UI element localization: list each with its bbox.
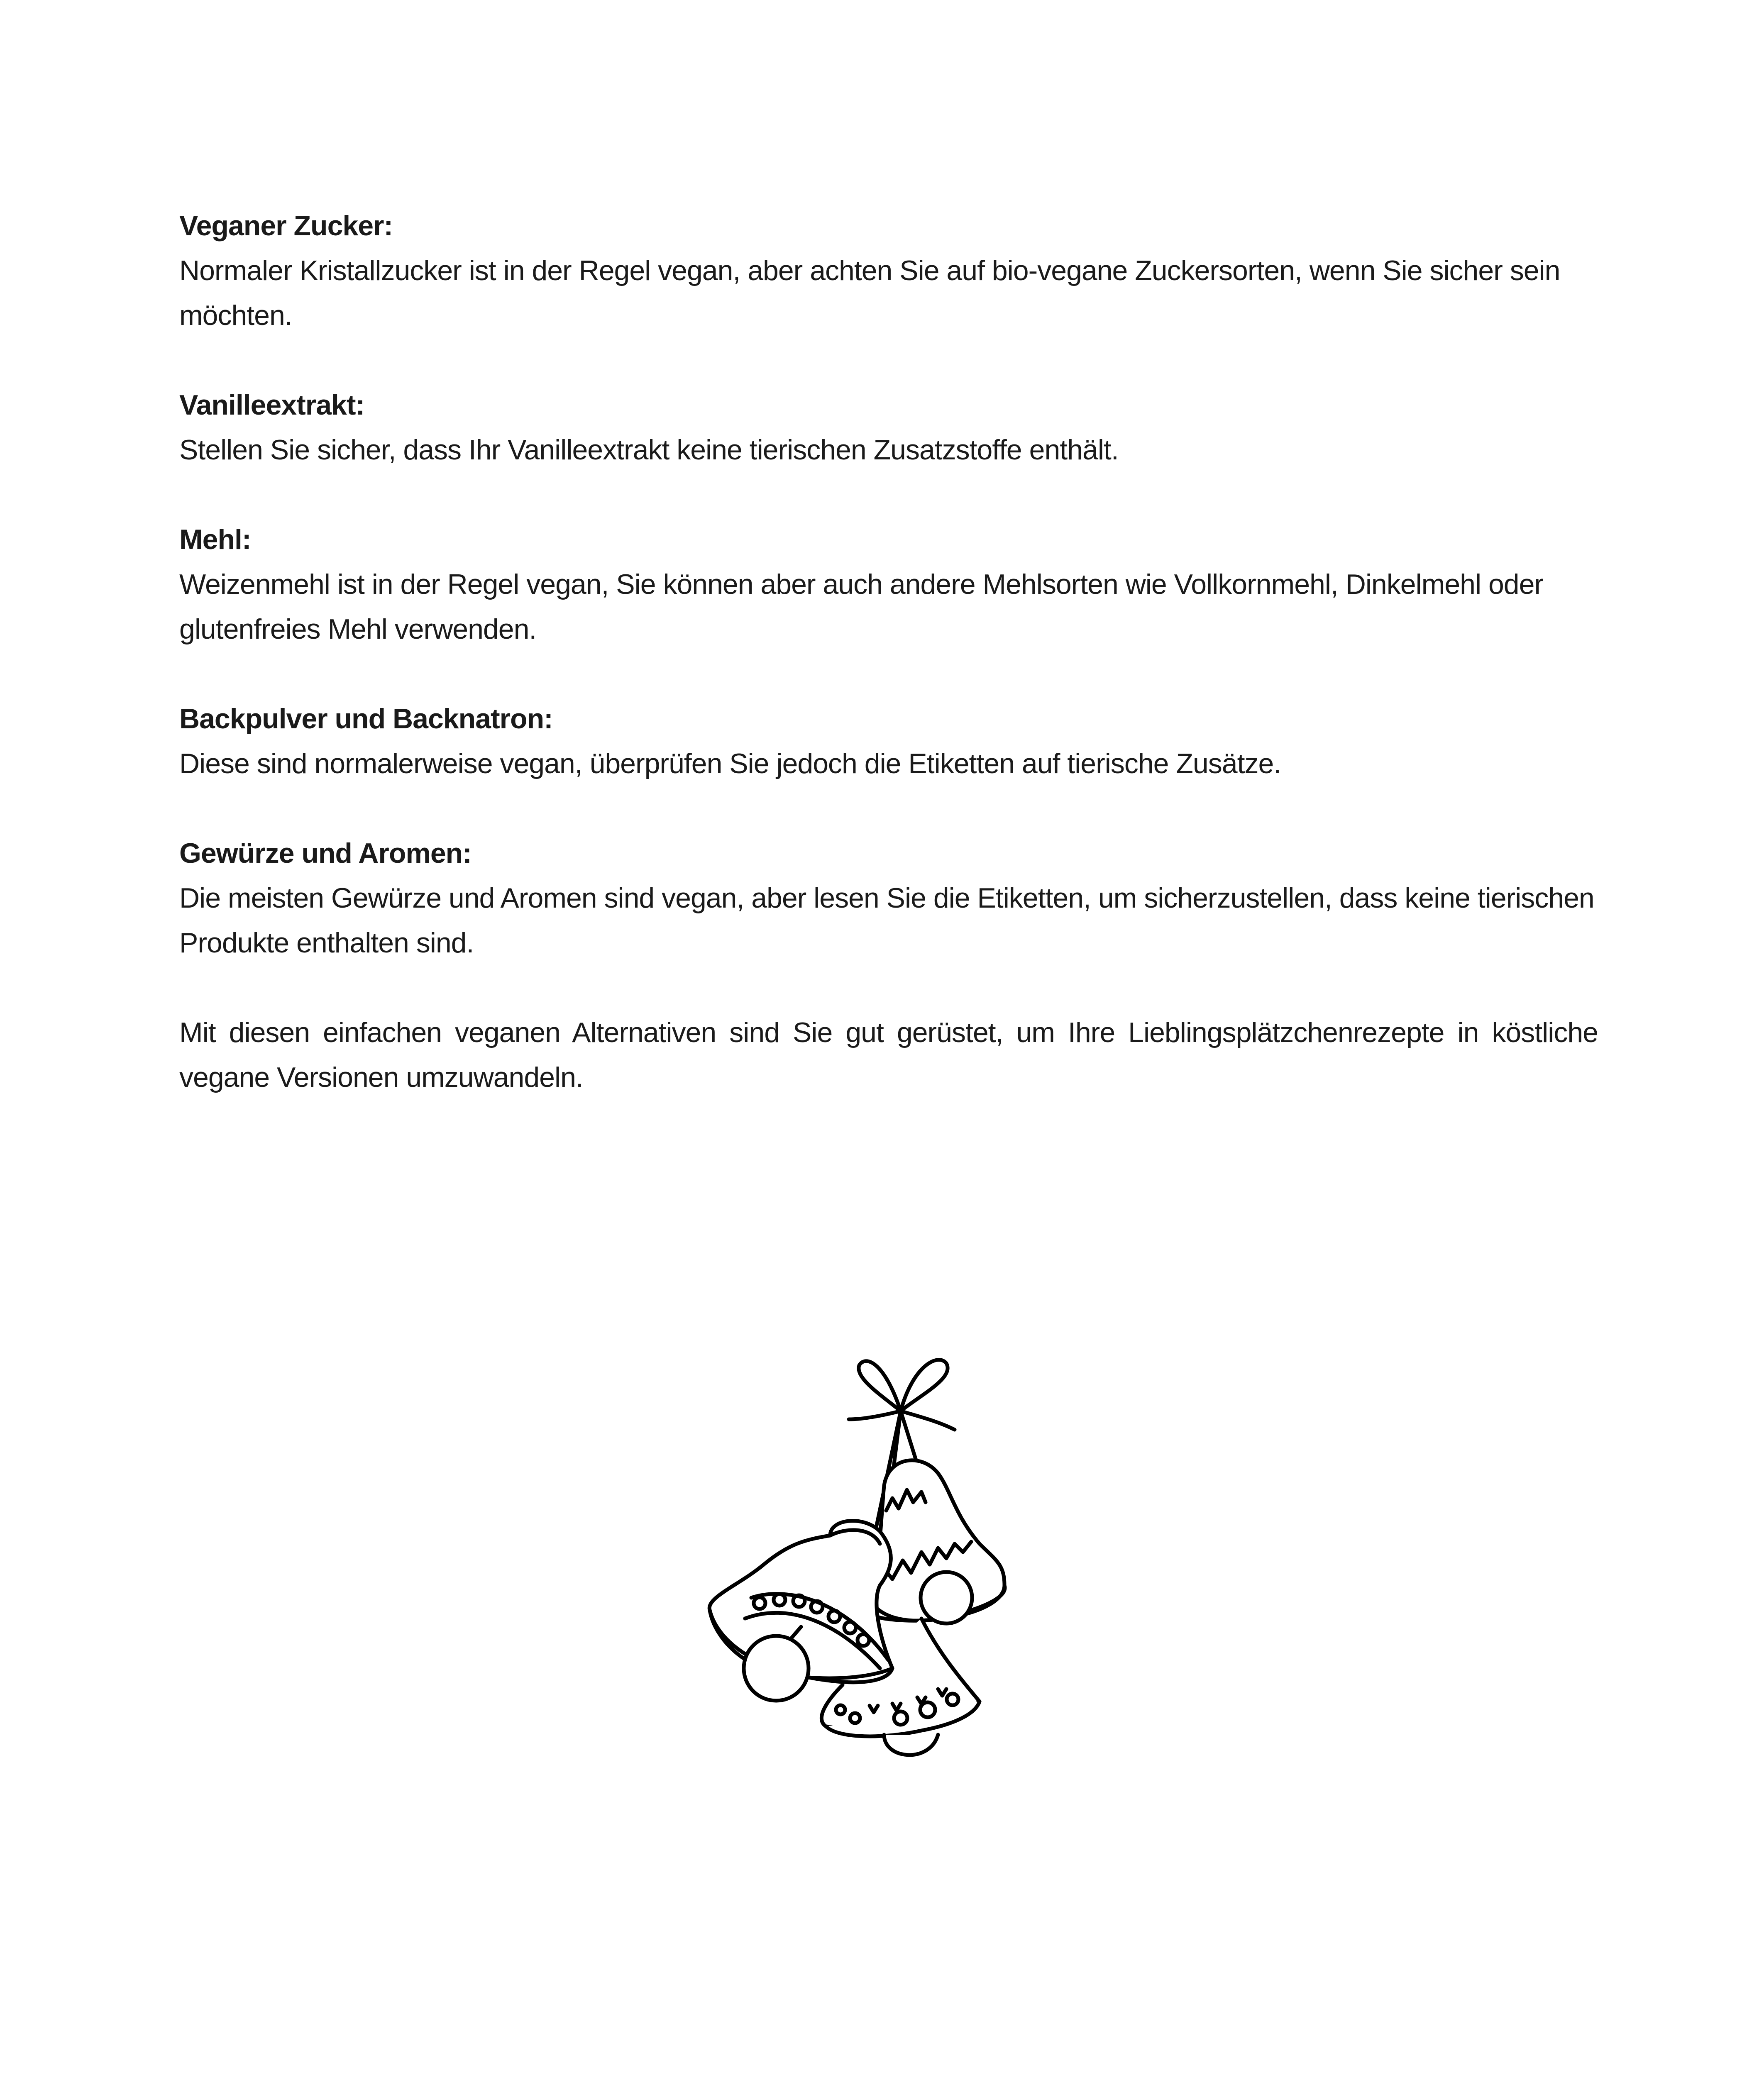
- section-body: Stellen Sie sicher, dass Ihr Vanilleextrakt keine tierischen Zusatzstoffe enthält.: [179, 434, 1119, 466]
- section-body: Diese sind normalerweise vegan, überprüfen Sie jedoch die Etiketten auf tierische Zusätze.: [179, 748, 1281, 779]
- section-body: Normaler Kristallzucker ist in der Regel vegan, aber achten Sie auf bio-vegane Zuckersorten, wenn Sie sicher sein möchten.: [179, 255, 1560, 331]
- closing-paragraph: Mit diesen einfachen veganen Alternativen sind Sie gut gerüstet, um Ihre Lieblingsplätzchenrezepte in köstliche vegane Versionen umzuwandeln.: [179, 1017, 1598, 1093]
- section-flour: [179, 517, 1598, 652]
- section-title: Gewürze und Aromen:: [179, 837, 472, 869]
- section-title: Mehl:: [179, 524, 251, 555]
- section-title: Veganer Zucker:: [179, 210, 393, 242]
- section-vanilla-extract: [179, 383, 1598, 472]
- section-body: Die meisten Gewürze und Aromen sind vegan, aber lesen Sie die Etiketten, um sicherzustellen, dass keine tierischen Produkte enthalten sind.: [179, 882, 1594, 959]
- section-vegan-sugar: [179, 203, 1598, 338]
- section-baking-powder: [179, 696, 1598, 786]
- section-spices: [179, 831, 1598, 965]
- section-title: Vanilleextrakt:: [179, 389, 365, 421]
- section-body: Weizenmehl ist in der Regel vegan, Sie können aber auch andere Mehlsorten wie Vollkornmehl, Dinkelmehl oder glutenfreies Mehl verwenden.: [179, 569, 1544, 645]
- section-title: Backpulver und Backnatron:: [179, 703, 553, 735]
- document-content: [179, 203, 1598, 1100]
- christmas-bells-icon: [706, 1353, 1071, 1884]
